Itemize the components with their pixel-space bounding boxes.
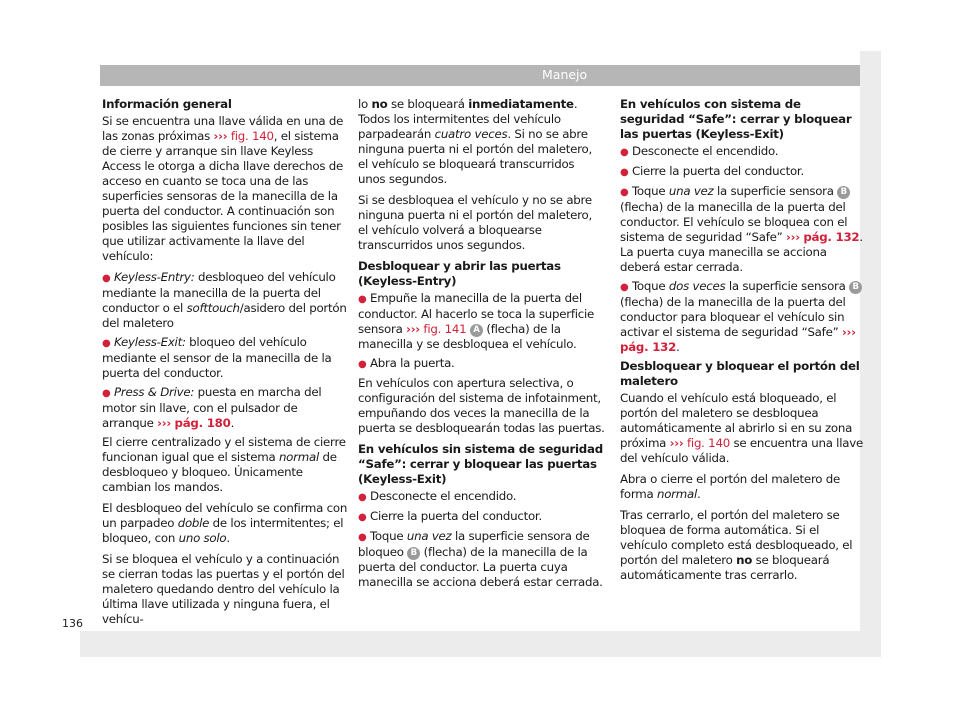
paragraph: Si se desbloquea el vehículo y no se abre ninguna puerta ni el portón del maletero, el vehículo volverá a bloquearse transcurridos unos segundos. <box>358 193 592 252</box>
callout-b-icon: B <box>849 281 862 294</box>
bullet-icon: ● <box>620 147 629 158</box>
list-item: ● Empuñe la manecilla de la puerta del conductor. Al hacerlo se toca la superficie sensora ››› fig. 141 A (flecha) de la manecilla y se desbloquea el vehículo. <box>358 291 595 351</box>
heading-keyless-exit-no-safe: En vehículos sin sistema de seguridad “Safe”: cerrar y bloquear las puertas (Keyless-Exit) <box>358 442 603 486</box>
bullet-icon: ● <box>358 492 367 503</box>
section-header-bar <box>100 65 860 86</box>
figure-link[interactable]: fig. 141 <box>423 322 467 336</box>
bullet-icon: ● <box>358 512 367 523</box>
list-item: ● Toque una vez la superficie sensora de bloqueo B (flecha) de la manecilla de la puerta del conductor. La puerta cuya manecilla se acciona deberá estar cerrada. <box>358 529 603 589</box>
bullet-icon: ● <box>620 282 629 293</box>
page-number: 136 <box>62 617 83 630</box>
list-item: ● Keyless-Entry: desbloqueo del vehículo mediante la manecilla de la puerta del conductor o el softtouch/asidero del portón del maletero <box>102 270 347 330</box>
list-item: ● Cierre la puerta del conductor. <box>620 164 804 178</box>
column-1 <box>102 97 348 633</box>
paragraph: Si se bloquea el vehículo y a continuación se cierran todas las puertas y el portón del maletero quedando dentro del vehículo la última llave utilizada y ninguna fuera, el vehícu- <box>102 552 345 626</box>
bullet-icon: ● <box>102 338 111 349</box>
list-item: ● Toque una vez la superficie sensora B (flecha) de la manecilla de la puerta del conductor. El vehículo se bloquea con el sistema de seguridad “Safe” ››› pág. 132. La puerta cuya manecilla se acciona deberá estar cerrada. <box>620 184 863 274</box>
heading-keyless-entry: Desbloquear y abrir las puertas (Keyless-Entry) <box>358 259 561 288</box>
callout-b-icon: B <box>407 547 420 560</box>
paragraph: En vehículos con apertura selectiva, o configuración del sistema de infotainment, empuñando dos veces la manecilla de la puerta se desbloquearán todas las puertas. <box>358 376 605 435</box>
list-item: ● Keyless-Exit: bloqueo del vehículo mediante el sensor de la manecilla de la puerta del conductor. <box>102 335 332 380</box>
paragraph: Tras cerrarlo, el portón del maletero se bloquea de forma automática. Si el vehículo completo está desbloqueado, el portón del maletero no se bloqueará automáticamente tras cerrarlo. <box>620 508 853 582</box>
bullet-icon: ● <box>358 532 367 543</box>
callout-b-icon: B <box>837 186 850 199</box>
paragraph: Abra o cierre el portón del maletero de forma normal. <box>620 472 840 501</box>
manual-page <box>62 51 863 631</box>
bullet-icon: ● <box>620 167 629 178</box>
paragraph: El desbloqueo del vehículo se confirma con un parpadeo doble de los intermitentes; el bloqueo, con uno solo. <box>102 501 348 545</box>
list-item: ● Cierre la puerta del conductor. <box>358 509 542 523</box>
heading-general-info: Información general <box>102 97 232 111</box>
column-3 <box>620 97 863 589</box>
list-item: ● Press & Drive: puesta en marcha del motor sin llave, con el pulsador de arranque ››› pág. 180. <box>102 385 322 430</box>
list-item: ● Abra la puerta. <box>358 356 455 370</box>
paragraph: Si se encuentra una llave válida en una de las zonas próximas ››› fig. 140, el sistema de cierre y arranque sin llave Keyless Access le otorga a dicha llave derechos de acceso en cuanto se toca una de las superficies sensoras de la manecilla de la puerta del conductor. A continuación son posibles las siguientes funciones sin tener que utilizar activamente la llave del vehículo: <box>102 114 344 263</box>
page-link[interactable]: pág. 132 <box>803 230 860 244</box>
list-item: ● Desconecte el encendido. <box>358 489 517 503</box>
page-link[interactable]: pág. 180 <box>174 416 231 430</box>
column-2 <box>358 97 605 594</box>
list-item: ● Desconecte el encendido. <box>620 144 779 158</box>
paragraph: Cuando el vehículo está bloqueado, el portón del maletero se desbloquea automáticamente al abrirlo si en su zona próxima ››› fig. 140 se encuentra una llave del vehículo válida. <box>620 391 863 465</box>
paragraph: El cierre centralizado y el sistema de cierre funcionan igual que el sistema normal de desbloqueo y bloqueo. Únicamente cambian los mandos. <box>102 435 346 494</box>
bullet-icon: ● <box>358 294 367 305</box>
bullet-icon: ● <box>102 388 111 399</box>
heading-tailgate: Desbloquear y bloquear el portón del maletero <box>620 359 860 388</box>
list-item: ● Toque dos veces la superficie sensora B (flecha) de la manecilla de la puerta del conductor para bloquear el vehículo sin activar el sistema de seguridad “Safe” ››› pág. 132. <box>620 279 863 355</box>
figure-link[interactable]: fig. 140 <box>230 129 274 143</box>
bullet-icon: ● <box>102 273 111 284</box>
page-frame <box>62 51 881 657</box>
heading-keyless-exit-safe: En vehículos con sistema de seguridad “Safe”: cerrar y bloquear las puertas (Keyless-Exit) <box>620 97 852 141</box>
paragraph: lo no se bloqueará inmediatamente. Todos los intermitentes del vehículo parpadearán cuatro veces. Si no se abre ninguna puerta ni el portón del maletero, el vehículo se bloqueará transcurridos unos segundos. <box>358 97 592 186</box>
figure-link[interactable]: fig. 140 <box>687 436 730 450</box>
bullet-icon: ● <box>358 359 367 370</box>
page-link[interactable]: pág. 132 <box>620 340 677 354</box>
section-title: Manejo <box>542 67 588 82</box>
callout-a-icon: A <box>470 324 483 337</box>
bullet-icon: ● <box>620 187 629 198</box>
